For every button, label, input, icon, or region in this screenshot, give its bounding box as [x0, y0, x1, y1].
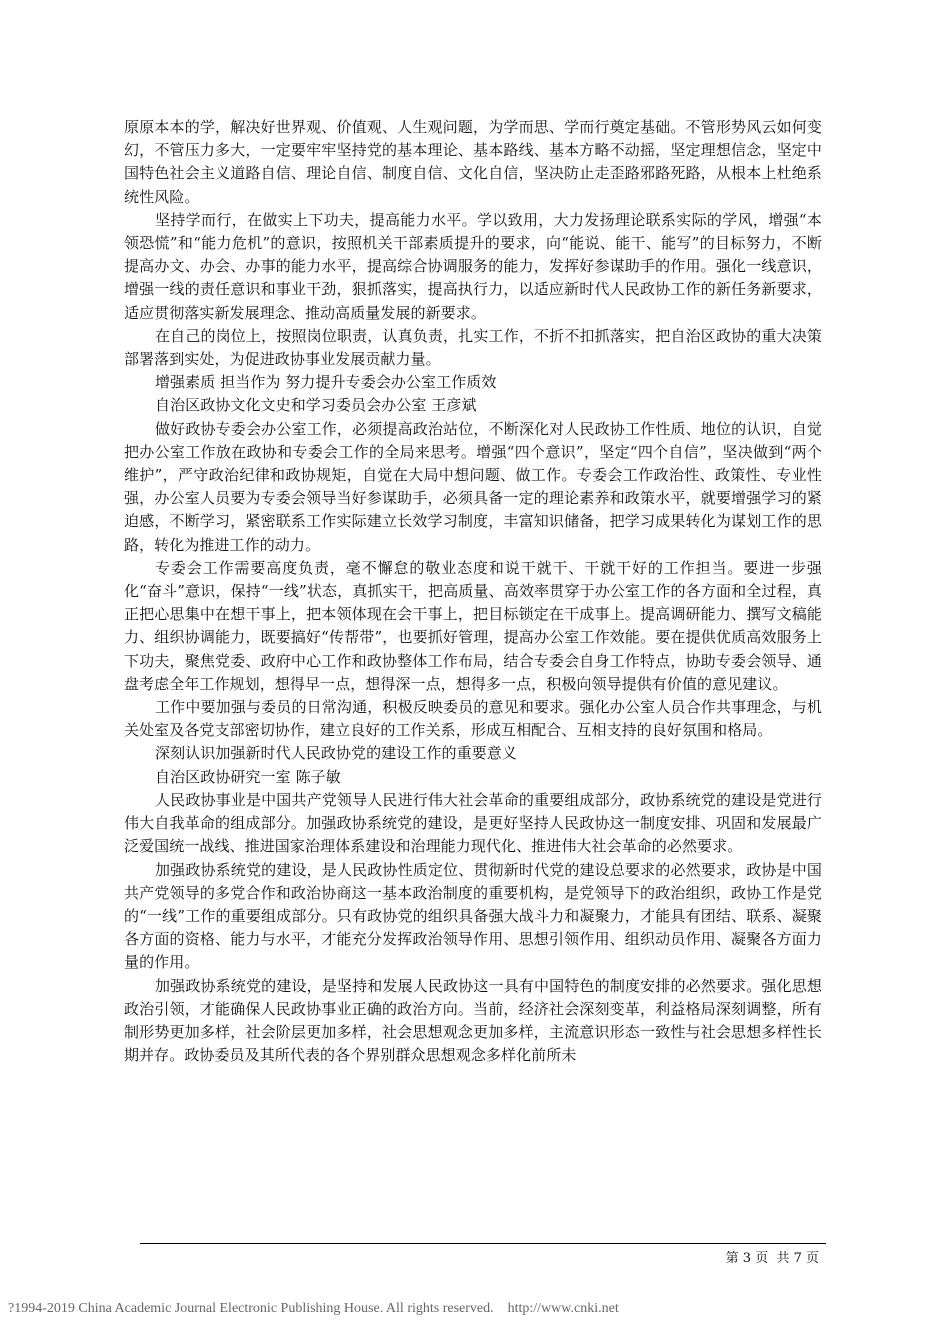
- copyright-notice: ?1994-2019 China Academic Journal Electronic Publishing House. All rights reserved. http://www.cnki.net: [8, 1301, 619, 1316]
- body-paragraph: 专委会工作需要高度负责，毫不懈怠的敬业态度和说干就干、干就干好的工作担当。要进一步强化“奋斗”意识，保持“一线”状态，真抓实干，把高质量、高效率贯穿于办公室工作的各方面和全过程，真正把心思集中在想干事上，把本领体现在会干事上，把目标锁定在干成事上。提高调研能力、撰写文稿能力、组织协调能力，既要搞好“传帮带”，也要抓好管理，提高办公室工作效能。要在提供优质高效服务上下功夫，聚焦党委、政府中心工作和政协整体工作布局，结合专委会自身工作特点，协助专委会领导、通盘考虑全年工作规划，想得早一点，想得深一点，想得多一点，积极向领导提供有价值的意见建议。: [124, 558, 822, 693]
- section-author: 自治区政协研究一室 陈子敏: [155, 767, 341, 786]
- body-paragraph: 加强政协系统党的建设，是人民政协性质定位、贯彻新时代党的建设总要求的必然要求，政协是中国共产党领导的多党合作和政治协商这一基本政治制度的重要机构，是党领导下的政治组织，政协工作是党的“一线”工作的重要组成部分。只有政协党的组织具备强大战斗力和凝聚力，才能具有团结、联系、凝聚各方面的资格、能力与水平，才能充分发挥政治领导作用、思想引领作用、组织动员作用、凝聚各方面力量的作用。: [124, 860, 822, 972]
- section-author: 自治区政协文化文史和学习委员会办公室 王彦斌: [155, 396, 477, 415]
- body-paragraph: 人民政协事业是中国共产党领导人民进行伟大社会革命的重要组成部分，政协系统党的建设是党进行伟大自我革命的组成部分。加强政协系统党的建设，是更好坚持人民政协这一制度安排、巩固和发展最广泛爱国统一战线、推进国家治理体系建设和治理能力现代化、推进伟大社会革命的必然要求。: [124, 790, 822, 856]
- body-paragraph: 工作中要加强与委员的日常沟通，积极反映委员的意见和要求。强化办公室人员合作共事理念，与机关处室及各党支部密切协作，建立良好的工作关系，形成互相配合、互相支持的良好氛围和格局。: [124, 698, 822, 740]
- section-title: 增强素质 担当作为 努力提升专委会办公室工作质效: [155, 373, 497, 392]
- section-title: 深刻认识加强新时代人民政协党的建设工作的重要意义: [155, 744, 517, 763]
- body-paragraph: 做好政协专委会办公室工作，必须提高政治站位，不断深化对人民政协工作性质、地位的认识，自觉把办公室工作放在政协和专委会工作的全局来思考。增强“四个意识”，坚定“四个自信”，坚决做到“两个维护”，严守政治纪律和政协规矩，自觉在大局中想问题、做工作。专委会工作政治性、政策性、专业性强，办公室人员要为专委会领导当好参谋助手，必须具备一定的理论素养和政策水平，就要增强学习的紧迫感，不断学习，紧密联系工作实际建立长效学习制度，丰富知识储备，把学习成果转化为谋划工作的思路，转化为推进工作的动力。: [124, 419, 822, 554]
- body-paragraph: 原原本本的学，解决好世界观、价值观、人生观问题，为学而思、学而行奠定基础。不管形势风云如何变幻，不管压力多大，一定要牢牢坚持党的基本理论、基本路线、基本方略不动摇，坚定理想信念，坚定中国特色社会主义道路自信、理论自信、制度自信、文化自信，坚决防止走歪路邪路死路，从根本上杜绝系统性风险。: [124, 118, 822, 206]
- footer-divider: [140, 1243, 826, 1244]
- page-number: 第 3 页 共 7 页: [725, 1251, 819, 1266]
- article-body: [124, 116, 822, 1067]
- body-paragraph: 在自己的岗位上，按照岗位职责，认真负责，扎实工作，不折不扣抓落实，把自治区政协的重大决策部署落到实处，为促进政协事业发展贡献力量。: [124, 326, 822, 369]
- body-paragraph: 加强政协系统党的建设，是坚持和发展人民政协这一具有中国特色的制度安排的必然要求。强化思想政治引领，才能确保人民政协事业正确的政治方向。当前，经济社会深刻变革，利益格局深刻调整，所有制形势更加多样，社会阶层更加多样，社会思想观念更加多样，主流意识形态一致性与社会思想多样性长期并存。政协委员及其所代表的各个界别群众思想观念多样化前所未: [124, 976, 822, 1065]
- body-paragraph: 坚持学而行，在做实上下功夫，提高能力水平。学以致用，大力发扬理论联系实际的学风，增强“本领恐慌”和“能力危机”的意识，按照机关干部素质提升的要求，向“能说、能干、能写”的目标努力，不断提高办文、办会、办事的能力水平，提高综合协调服务的能力，发挥好参谋助手的作用。强化一线意识，增强一线的责任意识和事业干劲，狠抓落实，提高执行力，以适应新时代人民政协工作的新任务新要求，适应贯彻落实新发展理念、推动高质量发展的新要求。: [124, 210, 822, 322]
